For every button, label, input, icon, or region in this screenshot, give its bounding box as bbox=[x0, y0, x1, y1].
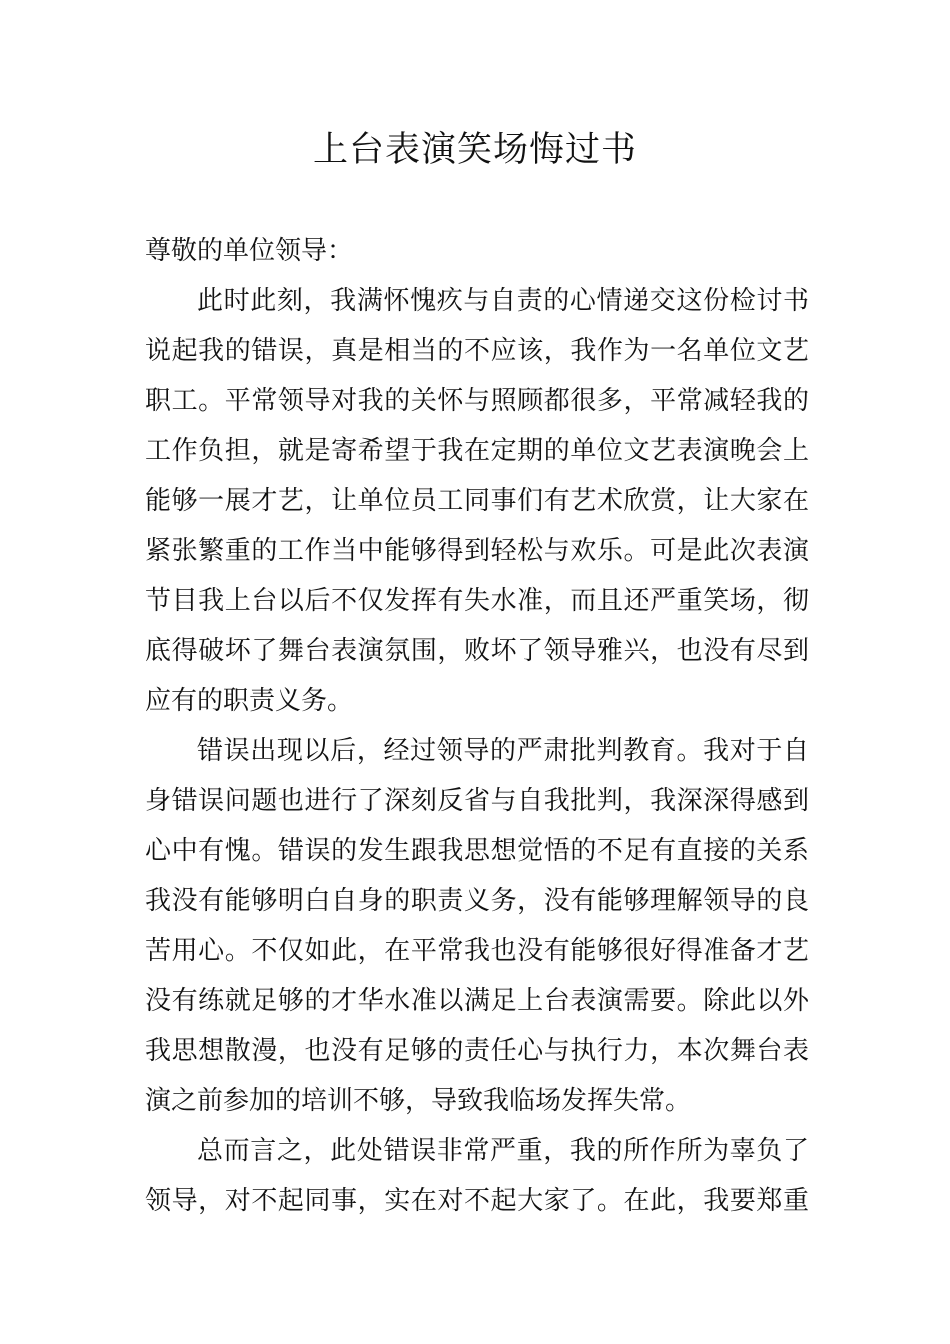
paragraph-line: 紧张繁重的工作当中能够得到轻松与欢乐。可是此次表演 bbox=[145, 536, 809, 566]
paragraph-line: 心中有愧。错误的发生跟我思想觉悟的不足有直接的关系 bbox=[145, 836, 809, 866]
paragraph-line: 此时此刻，我满怀愧疚与自责的心情递交这份检讨书 bbox=[197, 286, 809, 316]
paragraph-line: 身错误问题也进行了深刻反省与自我批判，我深深得感到 bbox=[145, 786, 809, 816]
paragraph-line: 职工。平常领导对我的关怀与照顾都很多，平常减轻我的 bbox=[145, 386, 809, 416]
paragraph-line: 错误出现以后，经过领导的严肃批判教育。我对于自 bbox=[197, 736, 809, 766]
paragraph-line: 底得破坏了舞台表演氛围，败坏了领导雅兴，也没有尽到 bbox=[145, 636, 809, 666]
paragraph-line: 应有的职责义务。 bbox=[145, 686, 354, 716]
paragraph-line: 领导，对不起同事，实在对不起大家了。在此，我要郑重 bbox=[145, 1186, 809, 1216]
paragraph-line: 总而言之，此处错误非常严重，我的所作所为辜负了 bbox=[197, 1136, 809, 1166]
page-title: 上台表演笑场悔过书 bbox=[312, 130, 637, 170]
document-body bbox=[145, 226, 809, 1226]
paragraph-line: 说起我的错误，真是相当的不应该，我作为一名单位文艺 bbox=[145, 336, 809, 366]
salutation-line: 尊敬的单位领导： bbox=[145, 236, 354, 266]
paragraph-line: 没有练就足够的才华水准以满足上台表演需要。除此以外 bbox=[145, 986, 809, 1016]
paragraph-line: 节目我上台以后不仅发挥有失水准，而且还严重笑场，彻 bbox=[145, 586, 809, 616]
paragraph-line: 工作负担，就是寄希望于我在定期的单位文艺表演晚会上 bbox=[145, 436, 809, 466]
paragraph-line: 能够一展才艺，让单位员工同事们有艺术欣赏，让大家在 bbox=[145, 486, 809, 516]
paragraph-line: 苦用心。不仅如此，在平常我也没有能够很好得准备才艺 bbox=[145, 936, 809, 966]
paragraph-line: 我思想散漫，也没有足够的责任心与执行力，本次舞台表 bbox=[145, 1036, 809, 1066]
paragraph-line: 我没有能够明白自身的职责义务，没有能够理解领导的良 bbox=[145, 886, 809, 916]
paragraph-line: 演之前参加的培训不够，导致我临场发挥失常。 bbox=[145, 1086, 692, 1116]
